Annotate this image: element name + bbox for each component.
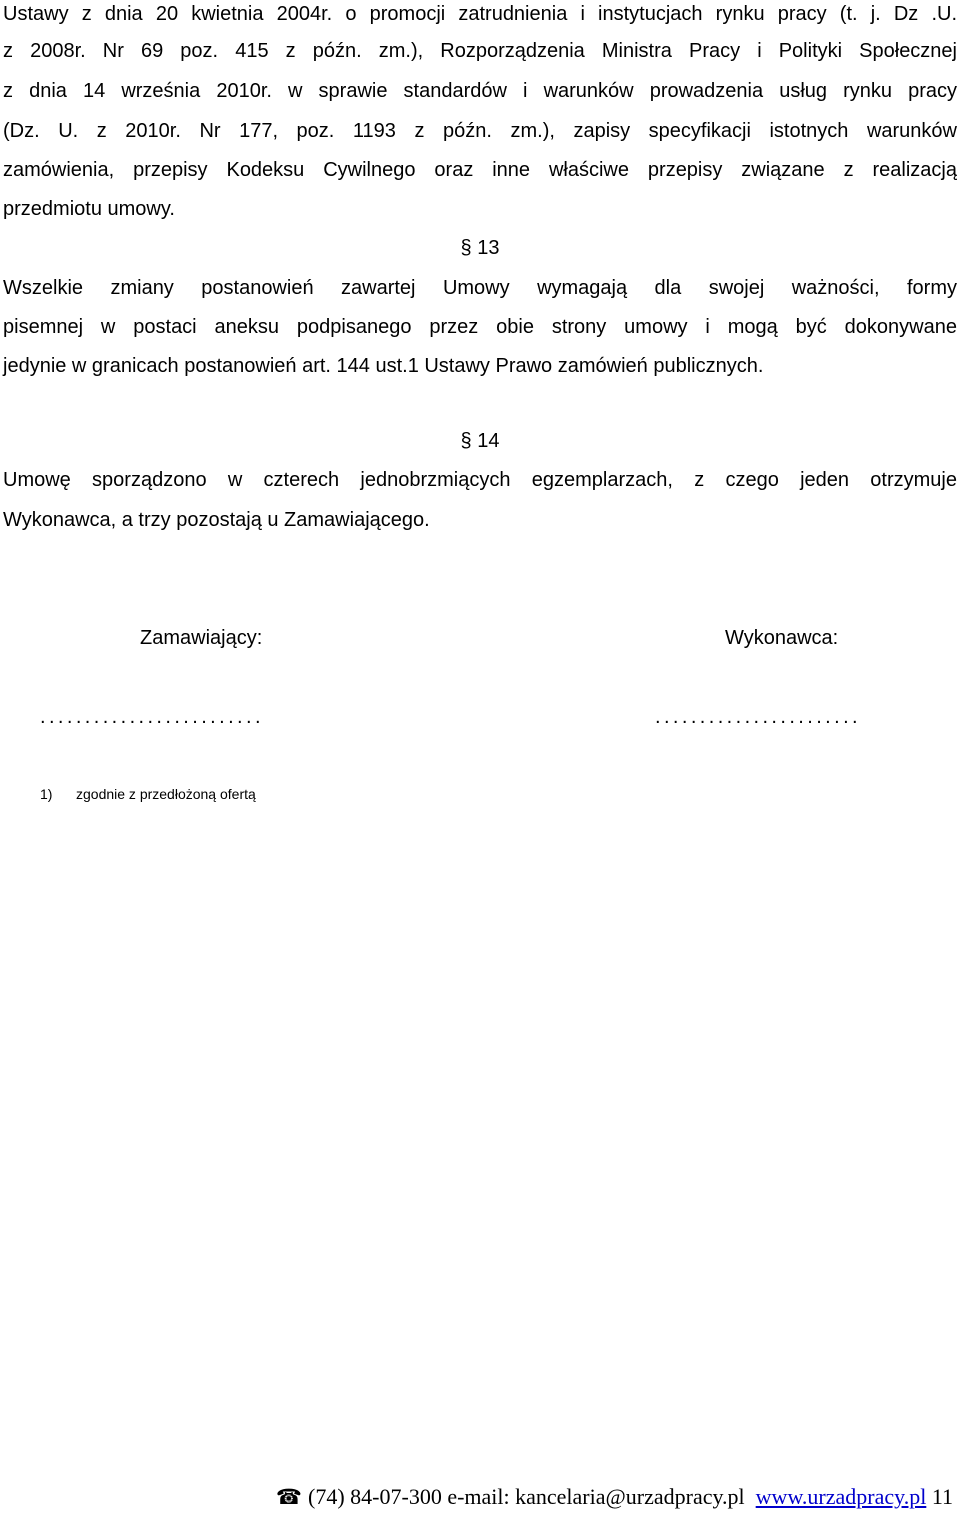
footnote	[40, 785, 256, 803]
section-14-heading: § 14	[460, 430, 500, 452]
body-text-line: Ustawy z dnia 20 kwietnia 2004r. o promocji zatrudnienia i instytucjach rynku pracy (t. j. Dz .U.	[3, 3, 957, 25]
body-text-line: pisemnej w postaci aneksu podpisanego przez obie strony umowy i mogą być dokonywane	[3, 316, 957, 338]
body-text-line: (Dz. U. z 2010r. Nr 177, poz. 1193 z późn. zm.), zapisy specyfikacji istotnych warunków	[3, 120, 957, 142]
body-text-line: Wszelkie zmiany postanowień zawartej Umowy wymagają dla swojej ważności, formy	[3, 277, 957, 299]
signature-line-zamawiajacy: .........................	[40, 706, 264, 728]
body-text-last-line: jedynie w granicach postanowień art. 144 ust.1 Ustawy Prawo zamówień publicznych.	[3, 355, 764, 377]
page-footer	[276, 1483, 953, 1511]
body-text-last-line: przedmiotu umowy.	[3, 198, 175, 220]
body-text-last-line: Wykonawca, a trzy pozostają u Zamawiającego.	[3, 509, 430, 531]
body-text-line: z 2008r. Nr 69 poz. 415 z późn. zm.), Rozporządzenia Ministra Pracy i Polityki Społecznej	[3, 40, 957, 62]
body-text-line: z dnia 14 września 2010r. w sprawie standardów i warunków prowadzenia usług rynku pracy	[3, 80, 957, 102]
phone-icon: ☎	[275, 1485, 303, 1509]
signature-label-wykonawca: Wykonawca:	[725, 627, 839, 649]
body-text-line: zamówienia, przepisy Kodeksu Cywilnego oraz inne właściwe przepisy związane z realizacją	[3, 159, 957, 181]
signature-line-wykonawca: .......................	[655, 706, 862, 728]
footnote-number: 1)	[40, 786, 53, 802]
page-number: 11	[931, 1484, 953, 1509]
signature-label-zamawiajacy: Zamawiający:	[140, 627, 263, 649]
footer-website-link[interactable]: www.urzadpracy.pl	[755, 1484, 927, 1509]
body-text-line: Umowę sporządzono w czterech jednobrzmiących egzemplarzach, z czego jeden otrzymuje	[3, 469, 957, 491]
section-13-heading: § 13	[460, 237, 500, 259]
footnote-text: zgodnie z przedłożoną ofertą	[76, 786, 256, 802]
footer-contact: (74) 84-07-300 e-mail: kancelaria@urzadpracy.pl	[308, 1484, 745, 1509]
